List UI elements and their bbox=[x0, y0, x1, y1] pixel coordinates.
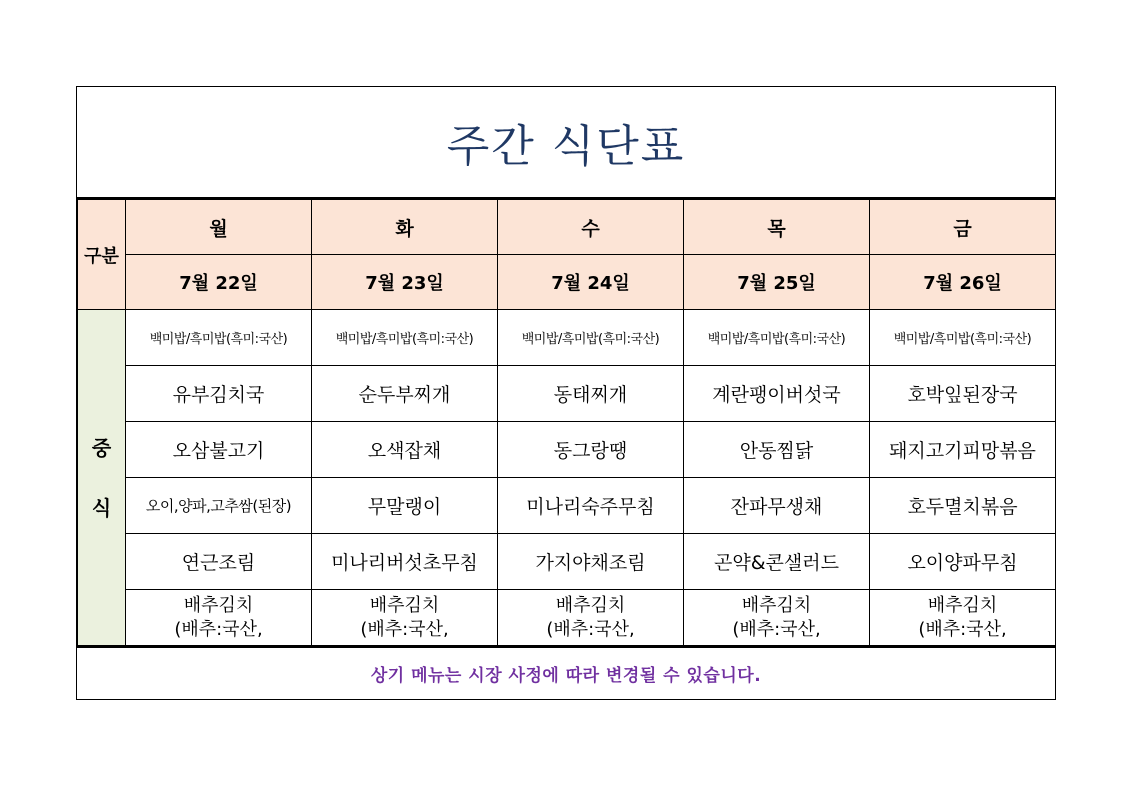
day-header: 월 bbox=[126, 200, 312, 255]
kimchi-cell bbox=[126, 590, 312, 646]
menu-cell: 오이,양파,고추쌈(된장) bbox=[126, 478, 312, 534]
menu-cell: 백미밥/흑미밥(흑미:국산) bbox=[498, 310, 684, 366]
date-header: 7월 22일 bbox=[126, 255, 312, 310]
menu-cell: 곤약&콘샐러드 bbox=[684, 534, 870, 590]
kimchi-cell bbox=[684, 590, 870, 646]
kimchi-cell bbox=[498, 590, 684, 646]
menu-cell: 유부김치국 bbox=[126, 366, 312, 422]
menu-cell: 오색잡채 bbox=[312, 422, 498, 478]
menu-cell: 무말랭이 bbox=[312, 478, 498, 534]
kimchi-origin: (배추:국산, bbox=[918, 618, 1007, 640]
menu-cell: 동태찌개 bbox=[498, 366, 684, 422]
menu-cell: 연근조림 bbox=[126, 534, 312, 590]
kimchi-origin: (배추:국산, bbox=[174, 618, 263, 640]
menu-cell: 미나리버섯초무침 bbox=[312, 534, 498, 590]
kimchi-origin: (배추:국산, bbox=[546, 618, 635, 640]
menu-cell: 계란팽이버섯국 bbox=[684, 366, 870, 422]
menu-cell: 백미밥/흑미밥(흑미:국산) bbox=[684, 310, 870, 366]
kimchi-name: 배추김치 bbox=[369, 594, 440, 616]
date-header: 7월 23일 bbox=[312, 255, 498, 310]
day-header: 수 bbox=[498, 200, 684, 255]
menu-cell: 오이양파무침 bbox=[870, 534, 1056, 590]
day-header: 금 bbox=[870, 200, 1056, 255]
menu-cell: 가지야채조림 bbox=[498, 534, 684, 590]
kimchi-name: 배추김치 bbox=[555, 594, 626, 616]
menu-cell: 잔파무생채 bbox=[684, 478, 870, 534]
menu-row-soup bbox=[78, 366, 1056, 422]
kimchi-name: 배추김치 bbox=[927, 594, 998, 616]
kimchi-name: 배추김치 bbox=[741, 594, 812, 616]
menu-cell: 호두멸치볶음 bbox=[870, 478, 1056, 534]
menu-cell: 오삼불고기 bbox=[126, 422, 312, 478]
menu-row-kimchi bbox=[78, 590, 1056, 646]
date-header: 7월 25일 bbox=[684, 255, 870, 310]
menu-table bbox=[77, 199, 1056, 646]
menu-cell: 안동찜닭 bbox=[684, 422, 870, 478]
page-title: 주간 식단표 bbox=[446, 121, 686, 172]
menu-row-side2 bbox=[78, 534, 1056, 590]
menu-row-rice bbox=[78, 310, 1056, 366]
kimchi-origin: (배추:국산, bbox=[360, 618, 449, 640]
kimchi-name: 배추김치 bbox=[183, 594, 254, 616]
menu-cell: 동그랑땡 bbox=[498, 422, 684, 478]
kimchi-cell bbox=[870, 590, 1056, 646]
menu-cell: 백미밥/흑미밥(흑미:국산) bbox=[312, 310, 498, 366]
gubun-header: 구분 bbox=[78, 200, 126, 310]
title-row bbox=[77, 87, 1055, 199]
menu-sheet bbox=[76, 86, 1056, 700]
menu-row-main bbox=[78, 422, 1056, 478]
kimchi-cell bbox=[312, 590, 498, 646]
menu-cell: 백미밥/흑미밥(흑미:국산) bbox=[126, 310, 312, 366]
date-header: 7월 26일 bbox=[870, 255, 1056, 310]
date-row bbox=[78, 255, 1056, 310]
menu-cell: 돼지고기피망볶음 bbox=[870, 422, 1056, 478]
menu-row-side1 bbox=[78, 478, 1056, 534]
day-header: 목 bbox=[684, 200, 870, 255]
menu-cell: 미나리숙주무침 bbox=[498, 478, 684, 534]
menu-cell: 호박잎된장국 bbox=[870, 366, 1056, 422]
meal-label: 중식 bbox=[78, 310, 126, 646]
kimchi-origin: (배추:국산, bbox=[732, 618, 821, 640]
menu-cell: 백미밥/흑미밥(흑미:국산) bbox=[870, 310, 1056, 366]
day-row bbox=[78, 200, 1056, 255]
menu-cell: 순두부찌개 bbox=[312, 366, 498, 422]
date-header: 7월 24일 bbox=[498, 255, 684, 310]
footer-note: 상기 메뉴는 시장 사정에 따라 변경될 수 있습니다. bbox=[77, 646, 1055, 699]
day-header: 화 bbox=[312, 200, 498, 255]
